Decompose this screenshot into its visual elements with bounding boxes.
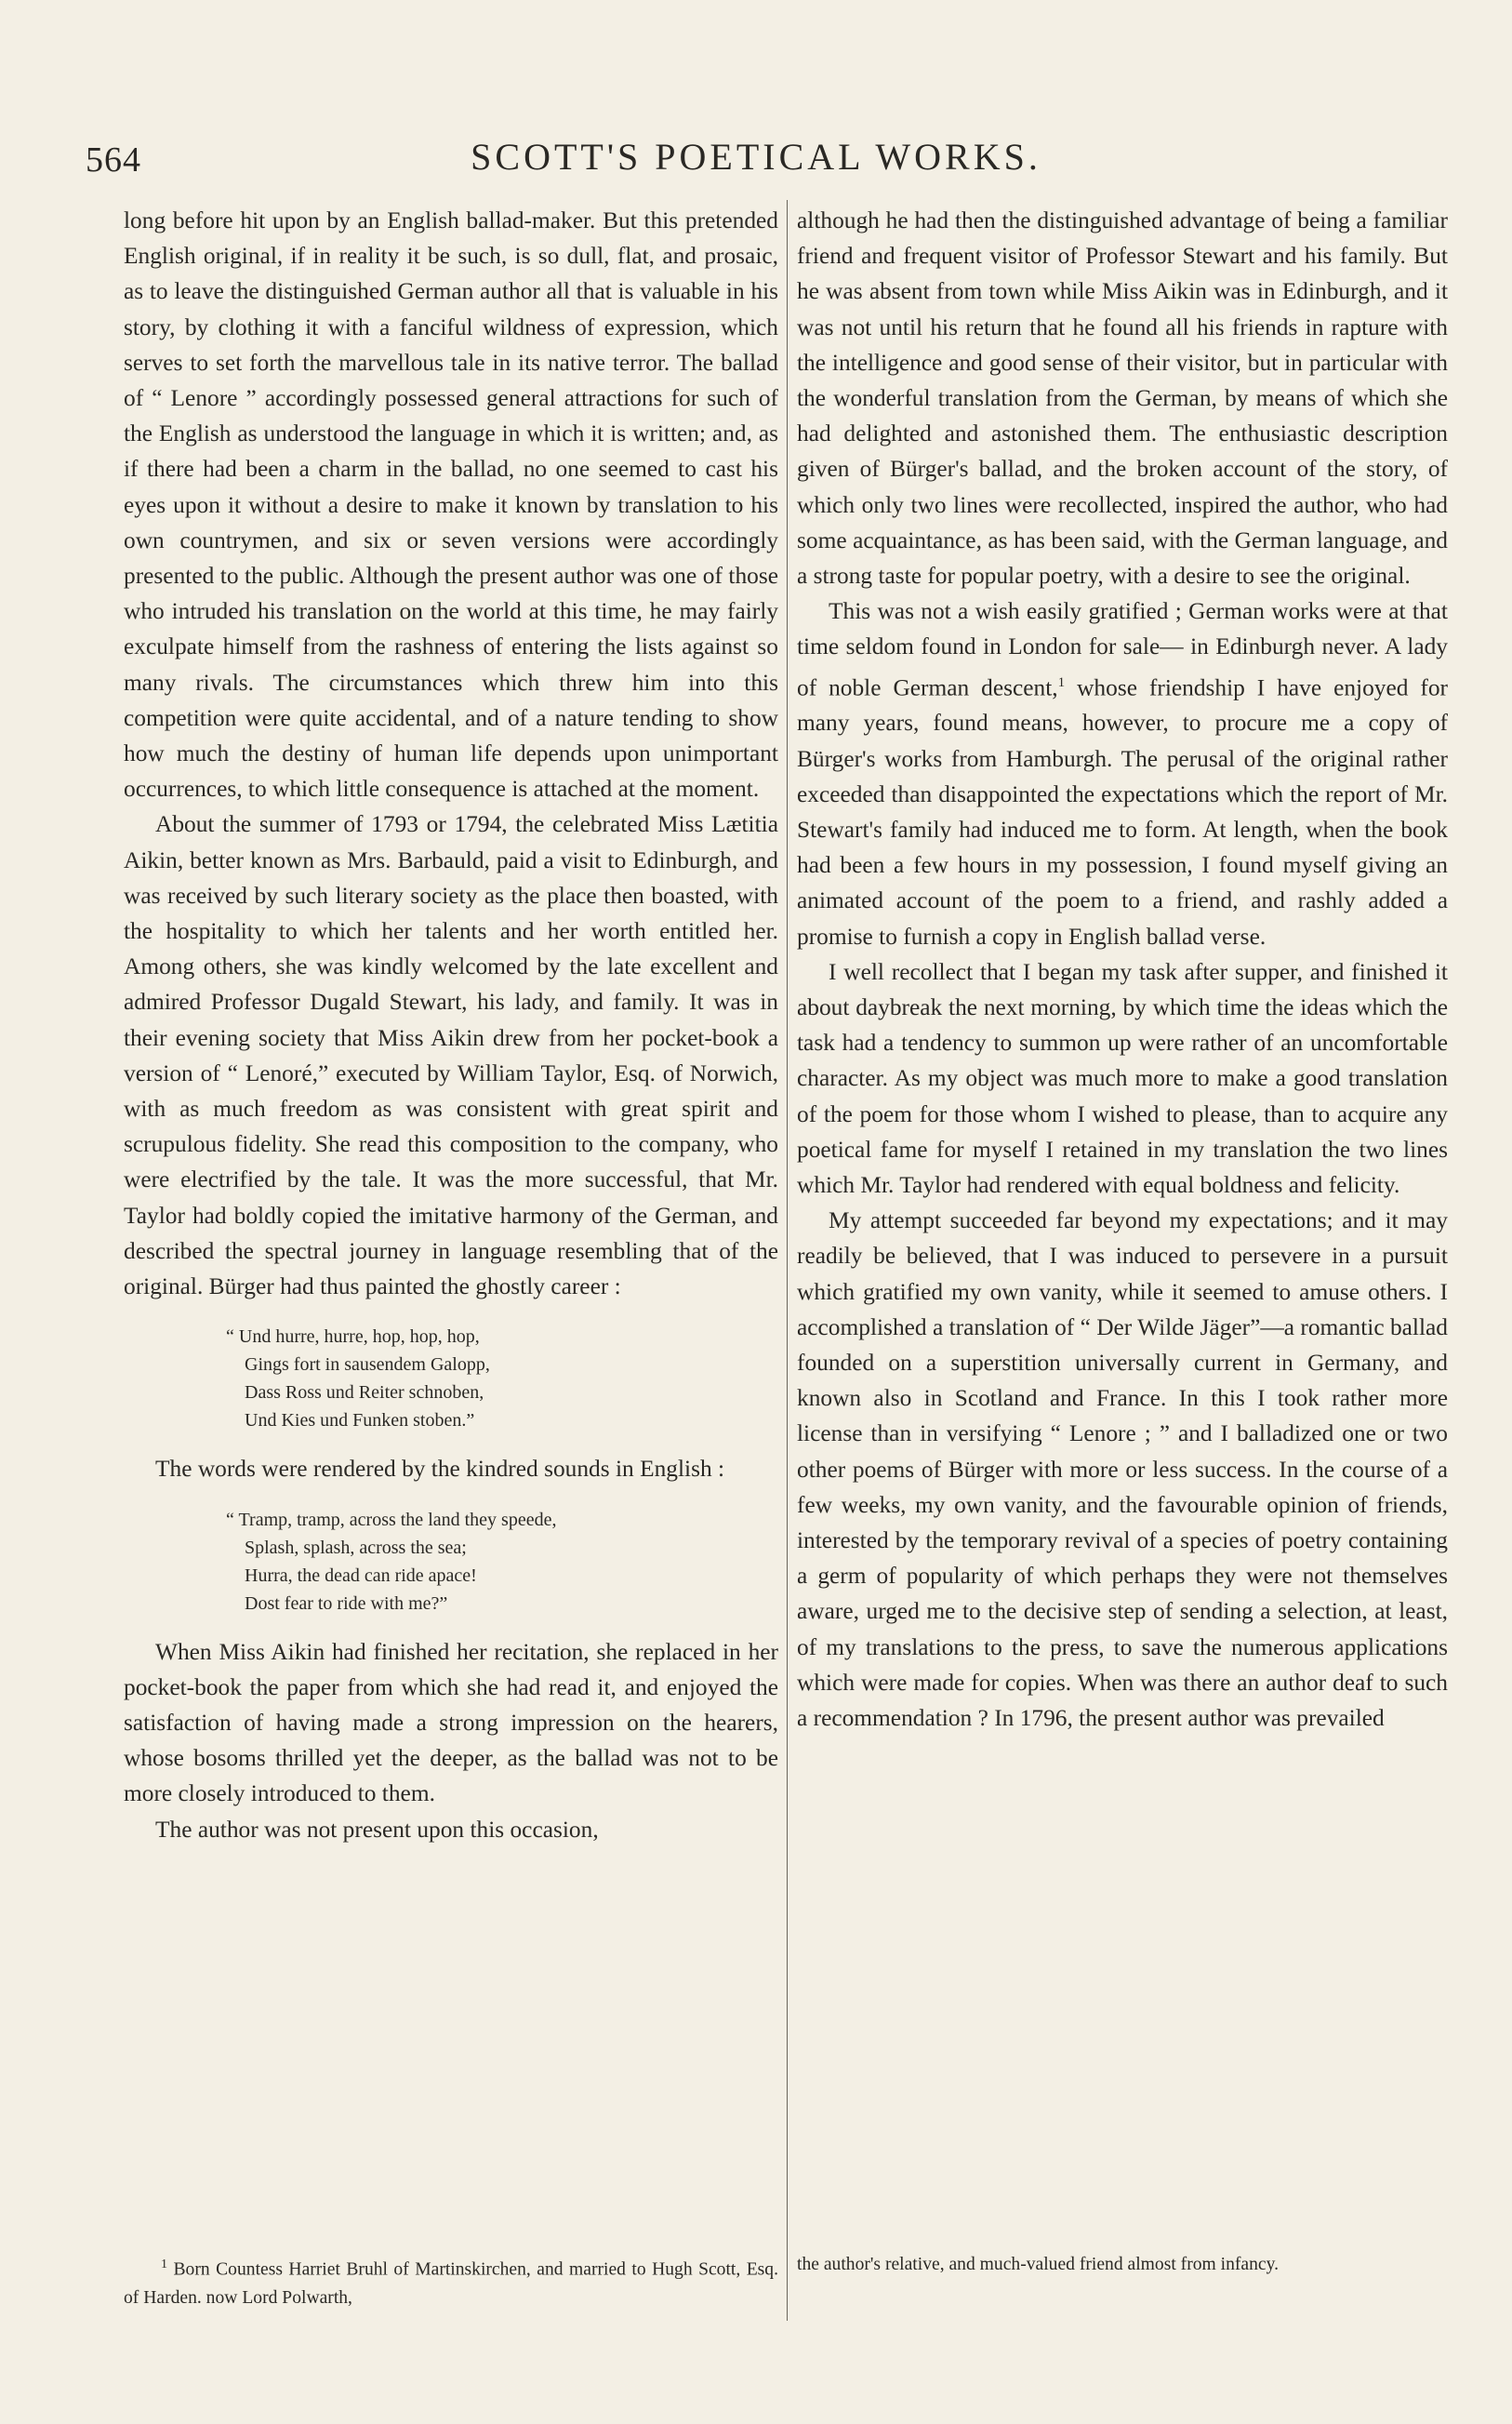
german-verse (124, 1323, 778, 1434)
english-verse (124, 1506, 778, 1618)
left-column (124, 203, 778, 1847)
verse-line: Splash, splash, across the sea; (245, 1537, 467, 1558)
verse-line: Hurra, the dead can ride apace! (245, 1565, 477, 1586)
verse-line: Gings fort in sausendem Galopp, (245, 1354, 490, 1376)
verse-line: “ Und hurre, hurre, hop, hop, hop, (226, 1326, 480, 1348)
left-paragraph-1: long before hit upon by an English ballad-maker. But this pretended English original, if in reality it be such, is so dull, flat, and prosaic, as to leave the distinguished German author all that is valuable in his story, by clothing it with a fanciful wildness of expression, which serves to set forth the marvellous tale in its native terror. The ballad of “ Lenore ” accordingly possessed general attractions for such of the English as understood the language in which it is written; and, as if there had been a charm in the ballad, no one seemed to cast his eyes upon it without a desire to make it known by translation to his own countrymen, and six or seven versions were accordingly presented to the public. Although the present author was one of those who intruded his translation on the world at this time, he may fairly exculpate himself from the rashness of entering the lists against so many rivals. The circumstances which threw him into this competition were quite accidental, and of a nature tending to show how much the destiny of human life depends upon unimportant occurrences, to which little consequence is attached at the moment. (124, 207, 778, 803)
right-paragraph-1: although he had then the distinguished advantage of being a familiar friend and frequent visitor of Professor Stewart and his family. But he was absent from town while Miss Aikin was in Edinburgh, and it was not until his return that he found all his friends in rapture with the intelligence and good sense of their visitor, but in particular with the wonderful translation from the German, by means of which she had delighted and astonished them. The enthusiastic description given of Bürger's ballad, and the broken account of the story, of which only two lines were recollected, inspired the author, who had some acquaintance, as has been said, with the German language, and a strong taste for popular poetry, with a desire to see the original. (797, 207, 1448, 590)
left-paragraph-3: The words were rendered by the kindred sounds in English : (155, 1456, 725, 1483)
right-paragraph-4: My attempt succeeded far beyond my expectations; and it may readily be believed, that I was induced to persevere in a pursuit which gratified my own vanity, while it seemed to amuse others. I accomplished a translation of “ Der Wilde Jäger”—a romantic ballad founded on a superstition universally current in Germany, and known also in Scotland and France. In this I took rather more license than in versifying “ Lenore ; ” and I balladized one or two other poems of Bürger with more or less success. In the course of a few weeks, my own vanity, and the favourable opinion of friends, interested by the temporary revival of a species of poetry containing a germ of popularity of which perhaps they were not themselves aware, urged me to the decisive step of sending a selection, at least, of my translations to the press, to save the numerous applications which were made for copies. When was there an author deaf to such a recommendation ? In 1796, the present author was prevailed (797, 1207, 1449, 1731)
right-paragraph-2-end: whose friendship I have enjoyed for many years, found means, however, to procure me a copy of Bürger's works from Hamburgh. The perusal of the original rather exceeded than disappointed the expectations which the report of Mr. Stewart's family had induced me to form. At length, when the book had been a few hours in my possession, I found myself giving an animated account of the poem to a friend, and rashly added a promise to furnish a copy in English ballad verse. (797, 674, 1448, 950)
right-paragraph-2-start: This was not a wish easily gratified ; German works were at that time seldom found in London for sale— in Edinburgh never. A lady of noble German descent, (797, 598, 1448, 701)
right-column (797, 203, 1448, 1736)
footnote-left-text (124, 2251, 778, 2312)
verse-line: Dass Ross und Reiter schnoben, (245, 1382, 484, 1404)
footnote-right: the author's relative, and much-valued friend almost from infancy. (797, 2255, 1280, 2274)
left-paragraph-2: About the summer of 1793 or 1794, the celebrated Miss Lætitia Aikin, better known as Mrs. Barbauld, paid a visit to Edinburgh, and was received by such literary society as the place then boasted, with the hospitality to which her talents and her worth entitled her. Among others, she was kindly welcomed by the late excellent and admired Professor Dugald Stewart, his lady, and family. It was in their evening society that Miss Aikin drew from her pocket-book a version of “ Lenoré,” executed by William Taylor, Esq. of Norwich, with as much freedom as was consistent with great spirit and scrupulous fidelity. She read this composition to the company, who were electrified by the tale. It was the more successful, that Mr. Taylor had boldly copied the imitative harmony of the German, and described the spectral journey in language resembling that of the original. Bürger had thus painted the ghostly career : (124, 811, 778, 1300)
footnote-left-body: Born Countess Harriet Bruhl of Martinskirchen, and married to Hugh Scott, Esq. of Harden. now Lord Polwarth, (124, 2259, 779, 2308)
verse-line: “ Tramp, tramp, across the land they speede, (226, 1509, 557, 1530)
column-divider (787, 200, 788, 2321)
left-paragraph-5: The author was not present upon this occasion, (155, 1816, 599, 1843)
right-paragraph-3: I well recollect that I began my task after supper, and finished it about daybreak the next morning, by which time the ideas which the task had a tendency to summon up were rather of an uncomfortable character. As my object was much more to make a good translation of the poem for those whom I wished to please, than to acquire any poetical fame for myself I retained in my translation the two lines which Mr. Taylor had rendered with equal boldness and felicity. (797, 958, 1448, 1198)
page-number: 564 (86, 140, 141, 180)
running-head: SCOTT'S POETICAL WORKS. (471, 136, 1041, 178)
verse-line: Und Kies und Funken stoben.” (245, 1410, 475, 1432)
footnote-left (124, 2251, 778, 2312)
verse-line: Dost fear to ride with me?” (245, 1592, 448, 1614)
footnote-reference: 1 (1057, 674, 1066, 690)
right-paragraph-2 (797, 593, 1448, 954)
footnote-marker: 1 (161, 2258, 167, 2271)
left-paragraph-4: When Miss Aikin had finished her recitation, she replaced in her pocket-book the paper from which she had read it, and enjoyed the satisfaction of having made a strong impression on the hearers, whose bosoms thrilled yet the deeper, as the ballad was not to be more closely introduced to them. (124, 1638, 778, 1807)
